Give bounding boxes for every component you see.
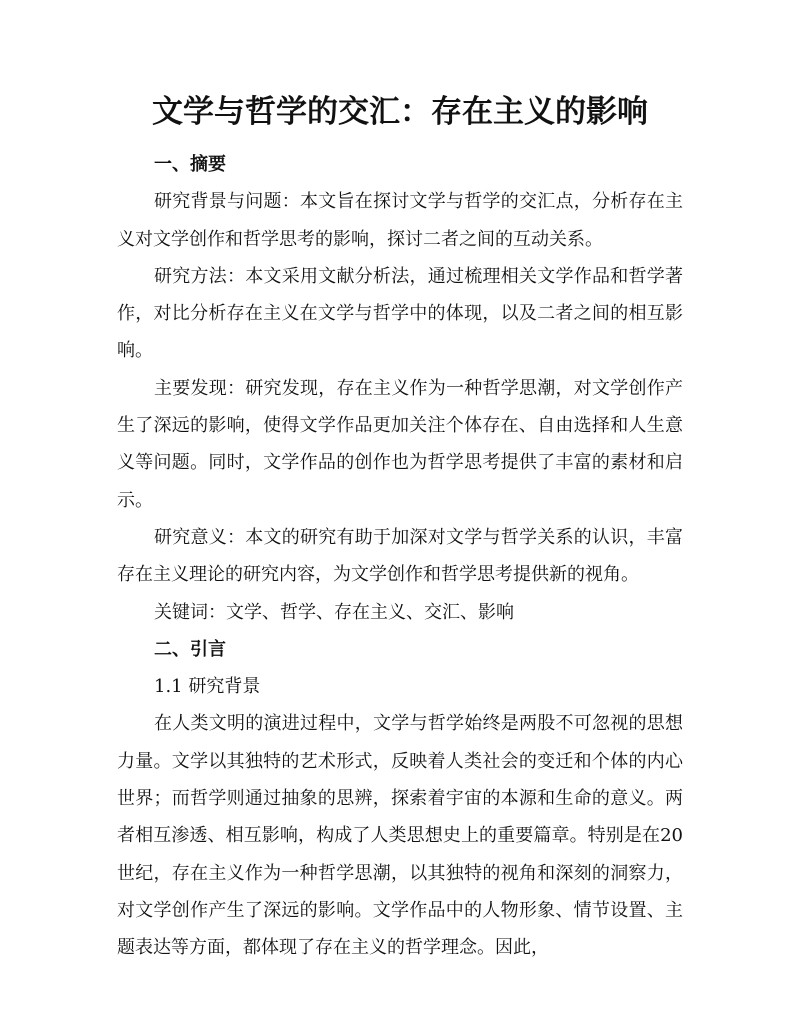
- abstract-background-paragraph: 研究背景与问题：本文旨在探讨文学与哲学的交汇点，分析存在主义对文学创作和哲学思考的影响，探讨二者之间的互动关系。: [117, 191, 683, 250]
- introduction-paragraph: 在人类文明的演进过程中，文学与哲学始终是两股不可忽视的思想力量。文学以其独特的艺术形式，反映着人类社会的变迁和个体的内心世界；而哲学则通过抽象的思辨，探索着宇宙的本源和生命的意义。两者相互渗透、相互影响，构成了人类思想史上的重要篇章。特别是在20世纪，存在主义作为一种哲学思潮，以其独特的视角和深刻的洞察力，对文学创作产生了深远的影响。文学作品中的人物形象、情节设置、主题表达等方面，都体现了存在主义的哲学理念。因此，: [117, 713, 683, 959]
- introduction-heading: 二、引言: [154, 638, 226, 660]
- keywords-line: 关键词：文学、哲学、存在主义、交汇、影响: [154, 601, 514, 623]
- abstract-heading: 一、摘要: [154, 154, 226, 175]
- abstract-method-paragraph: 研究方法：本文采用文献分析法，通过梳理相关文学作品和哲学著作，对比分析存在主义在文学与哲学中的体现，以及二者之间的相互影响。: [117, 265, 683, 362]
- abstract-findings-paragraph: 主要发现：研究发现，存在主义作为一种哲学思潮，对文学创作产生了深远的影响，使得文学作品更加关注个体存在、自由选择和人生意义等问题。同时，文学作品的创作也为哲学思考提供了丰富的素材和启示。: [117, 377, 683, 511]
- research-background-subheading: 1.1 研究背景: [154, 676, 261, 698]
- document-title: 文学与哲学的交汇：存在主义的影响: [152, 94, 648, 130]
- abstract-significance-paragraph: 研究意义：本文的研究有助于加深对文学与哲学关系的认识，丰富存在主义理论的研究内容，为文学创作和哲学思考提供新的视角。: [117, 526, 683, 586]
- document-body: [117, 146, 683, 967]
